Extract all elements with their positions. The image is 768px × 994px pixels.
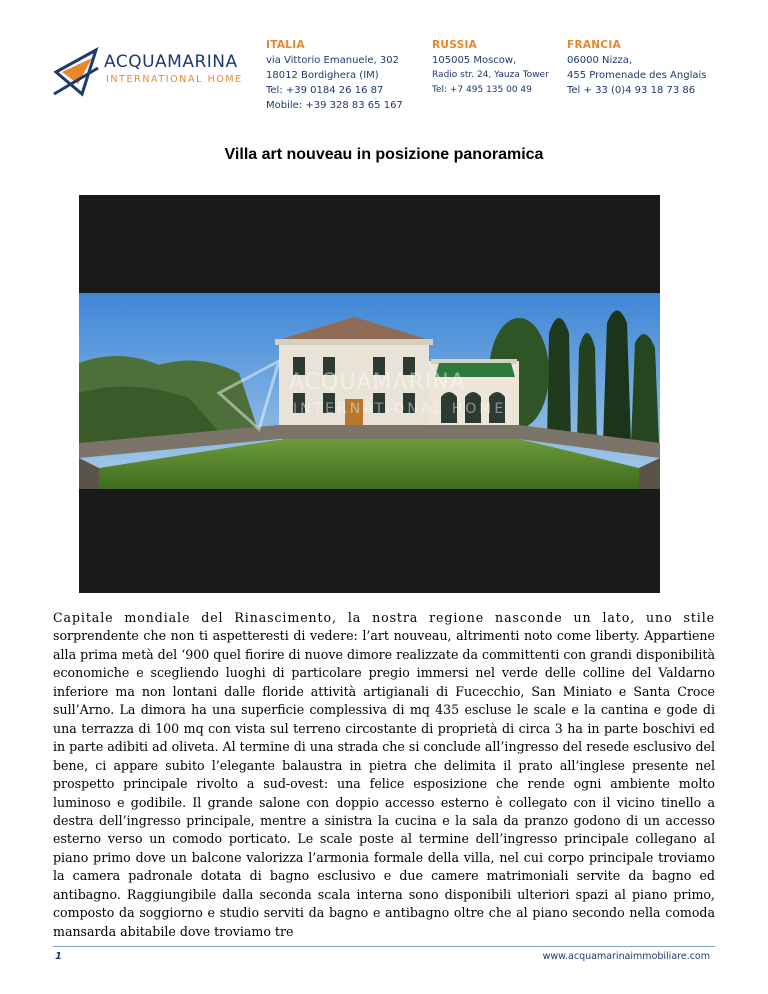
office-title: RUSSIA bbox=[432, 39, 478, 51]
description-body: sorprendente che non ti aspetteresti di vedere: l’art nouveau, altrimenti noto come liberty. Appartiene alla prima metà del ‘900 quel fiorire di nuove dimore realizzate da committenti con grandi disponibilità economiche e scegliendo luoghi di particolare pregio immersi nel verde delle colline del Valdarno inferiore ma non lontani dalle floride attività artigianali di Fucecchio, San Miniato e Santa Croce sull’Arno. La dimora ha una superficie complessiva di mq 435 escluse le scale e la cantina e gode di una terrazza di 100 mq con vista sul terreno circostante di proprietà di circa 3 ha in parte boschivi ed in parte adibiti ad oliveta. Al termine di una strada che si conclude all’ingresso del resede esclusivo del bene, ci appare subito l’elegante balaustra in pietra che delimita il prato all’inglese presente nel prospetto principale rivolto a sud-ovest: una felice esposizione che rende ogni ambiente molto luminoso e godibile. Il grande salone con doppio accesso esterno è collegato con il vicino tinello a destra dell’ingresso principale, mentre a sinistra la cucina e la sala da pranzo godono di un accesso esterno verso un comodo porticato. Le scale poste al termine dell’ingresso principale collegano al piano primo dove un balcone valorizza l’armonia formale della villa, nel cui corpo principale troviamo la camera padronale dotata di bagno esclusivo e due camere matrimoniali servite da bagno ed antibagno. Raggiungibile dalla seconda scala interna sono disponibili ulteriori spazi al piano primo, composto da soggiorno e studio serviti da bagno e antibagno oltre che al piano secondo nella comoda mansarda abitabile dove troviamo tre bbox=[53, 628, 715, 939]
office-address-line: 105005 Moscow, bbox=[432, 55, 517, 66]
office-address-line: 18012 Bordighera (IM) bbox=[266, 70, 379, 81]
footer-divider bbox=[53, 946, 715, 947]
office-francia bbox=[567, 38, 706, 98]
office-phone: Tel + 33 (0)4 93 18 73 86 bbox=[567, 85, 696, 96]
brand-name: ACQUAMARINA bbox=[104, 52, 238, 72]
brand-subtitle: INTERNATIONAL HOME bbox=[106, 74, 243, 85]
office-address-line: 455 Promenade des Anglais bbox=[567, 70, 707, 81]
brand-logo bbox=[52, 44, 252, 104]
office-address-line: via Vittorio Emanuele, 302 bbox=[266, 55, 399, 66]
office-address-line: 06000 Nizza, bbox=[567, 55, 633, 66]
office-phone: Tel: +39 0184 26 16 87 bbox=[266, 85, 384, 96]
office-italia bbox=[266, 38, 403, 113]
footer-website: www.acquamarinaimmobiliare.com bbox=[542, 951, 710, 962]
office-phone: Tel: +7 495 135 00 49 bbox=[432, 85, 532, 95]
brand-logo-mark-icon bbox=[52, 44, 102, 100]
property-description bbox=[53, 609, 715, 941]
property-photo-frame bbox=[79, 195, 660, 593]
photo-watermark-name: ACQUAMARINA bbox=[289, 370, 466, 395]
office-title: ITALIA bbox=[266, 39, 305, 51]
office-title: FRANCIA bbox=[567, 39, 622, 51]
page-number: 1 bbox=[55, 951, 62, 962]
description-first-line: Capitale mondiale del Rinascimento, la nostra regione nasconde un lato, uno stile bbox=[53, 610, 715, 625]
office-address-line: Radio str. 24, Yauza Tower bbox=[432, 70, 549, 80]
office-mobile: Mobile: +39 328 83 65 167 bbox=[266, 100, 403, 111]
document-title: Villa art nouveau in posizione panoramica bbox=[224, 146, 544, 163]
office-russia bbox=[432, 38, 549, 98]
villa-photo bbox=[79, 293, 660, 489]
photo-watermark-subtitle: INTERNATIONAL HOME bbox=[293, 401, 507, 417]
